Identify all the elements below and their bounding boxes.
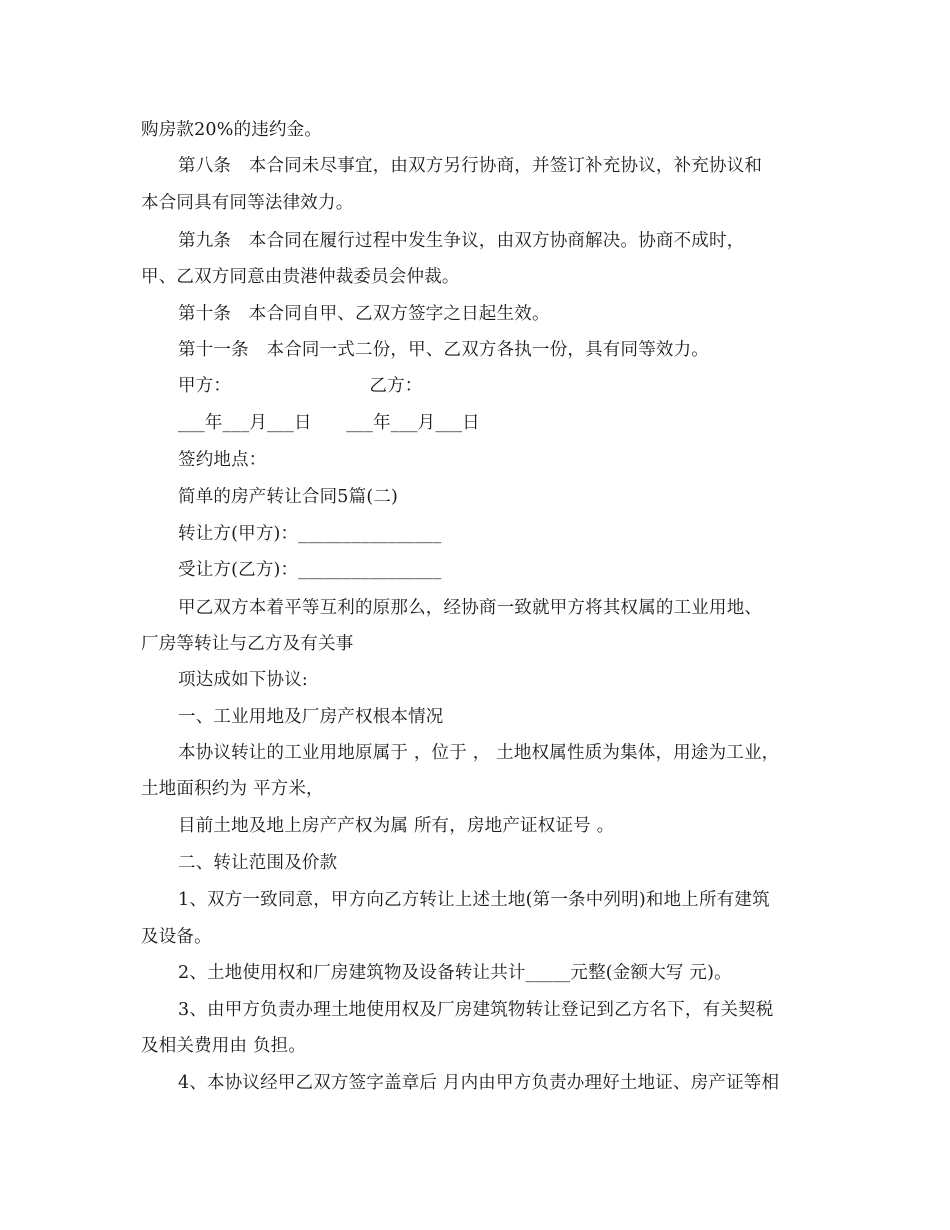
text-line: 购房款20%的违约金。 [141,120,323,140]
text-line: 厂房等转让与乙方及有关事 [141,634,354,654]
text-line: 及相关费用由 负担。 [141,1036,307,1056]
section-heading: 一、工业用地及厂房产权根本情况 [178,707,444,727]
text-line: 4、本协议经甲乙双方签字盖章后 月内由甲方负责办理好土地证、房产证等相 [178,1073,780,1093]
text-line: 项达成如下协议: [178,670,308,690]
text-line: 甲乙双方本着平等互利的原那么，经协商一致就甲方将其权属的工业用地、 [178,598,763,618]
transferee-field: 受让方(乙方)：________________ [178,560,442,580]
text-line: 土地面积约为 平方米， [141,779,324,799]
text-line: 本协议转让的工业用地原属于 ，位于 ， 土地权属性质为集体，用途为工业， [178,743,780,763]
section-title: 简单的房产转让合同5篇(二) [178,487,399,507]
text-line: 第十条 本合同自甲、乙双方签字之日起生效。 [178,304,550,324]
text-line: 本合同具有同等法律效力。 [141,193,354,213]
text-line: 2、土地使用权和厂房建筑物及设备转让共计_____元整(金额大写 元)。 [178,963,732,983]
signature-dates: ___年___月___日 ___年___月___日 [178,413,480,433]
text-line: 签约地点： [178,450,267,470]
text-line: 第九条 本合同在履行过程中发生争议，由双方协商解决。协商不成时， [178,231,745,251]
text-line: 第十一条 本合同一式二份，甲、乙双方各执一份，具有同等效力。 [178,340,709,360]
text-line: 1、双方一致同意，甲方向乙方转让上述土地(第一条中列明)和地上所有建筑 [178,890,770,910]
text-line: 甲、乙双方同意由贵港仲裁委员会仲裁。 [141,267,460,287]
signature-labels: 甲方： 乙方： [178,376,423,396]
text-line: 第八条 本合同未尽事宜，由双方另行协商，并签订补充协议，补充协议和 [178,156,763,176]
transferor-field: 转让方(甲方)：________________ [178,524,442,544]
section-heading: 二、转让范围及价款 [178,853,338,873]
text-line: 目前土地及地上房产产权为属 所有，房地产证权证号 。 [178,816,615,836]
text-line: 及设备。 [141,927,212,947]
text-line: 3、由甲方负责办理土地使用权及厂房建筑物转让登记到乙方名下，有关契税 [178,1000,774,1020]
